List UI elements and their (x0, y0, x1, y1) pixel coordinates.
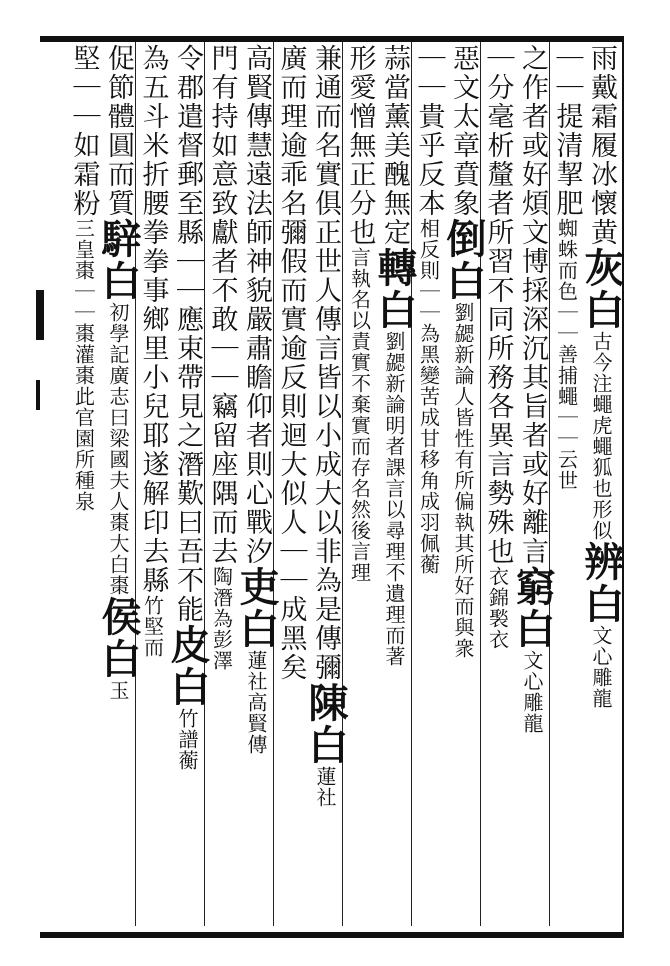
annotation-text: 言執名以責實不棄實而存名然後言理 (347, 247, 372, 583)
body-text: 促節體圓而質 (103, 44, 134, 218)
text-column (204, 44, 239, 920)
text-column (135, 44, 170, 920)
text-column (164, 44, 211, 920)
annotation-text: 文心雕龍 (520, 650, 544, 734)
annotation-text: 泉 (71, 491, 96, 512)
annotation-text: 蓮社 (313, 766, 337, 808)
column-rule (342, 42, 343, 926)
body-text: 為五斗米折腰拳拳事鄉里小兒耶遂解印去縣 (137, 44, 169, 595)
annotation-text: 玉 (106, 680, 130, 701)
body-text: 令郡遣督郵至縣｜｜應束帶見之潛歎曰吾不能 (172, 44, 203, 624)
annotation-text: 古今注蠅虎蠅狐也形似 (589, 331, 613, 541)
text-column (440, 44, 487, 920)
text-column (411, 44, 446, 920)
body-text: 惡文太章賁象 (448, 44, 479, 218)
column-rule (204, 42, 205, 926)
body-text: 兼通而名實俱正世人傳言皆以小成大以非為是傳彌 (310, 44, 341, 682)
column-rule (273, 42, 274, 926)
annotation-text: 相反則｜｜為黑變苦成甘移角成羽佩蘅 (416, 218, 441, 575)
annotation-text: 文心雕龍 (589, 625, 613, 709)
column-rule (135, 42, 136, 926)
column-rule (411, 42, 412, 926)
headword: 侯白 (95, 596, 142, 680)
headword: 辨白 (578, 541, 625, 625)
body-text: 門有持如意致獻者不敢｜｜竊留座隅而去 (206, 44, 238, 566)
annotation-text: 竹堅而 (140, 595, 165, 658)
headword: 皮白 (164, 624, 211, 708)
binding-edge-mark (36, 290, 44, 340)
headword: 倒白 (440, 218, 487, 302)
body-text: 蒜當薰美醜無定 (379, 44, 410, 247)
text-column (302, 44, 349, 920)
text-column (233, 44, 280, 920)
body-text: ｜｜貴乎反本 (413, 44, 445, 218)
body-text: 廣而理逾乖名彌假而實逾反則迴大似人｜｜成黑矣 (275, 44, 307, 682)
headword: 灰白 (578, 247, 625, 331)
body-text: 雨戴霜履冰懷黄 (586, 44, 617, 247)
annotation-text: 蜘蛛而色｜｜善捕蠅 (554, 218, 579, 407)
text-column (509, 44, 556, 920)
body-text: 堅｜｜如霜粉 (68, 44, 100, 218)
text-column (371, 44, 418, 920)
body-text: 形愛憎無正分也 (344, 44, 376, 247)
body-text: ｜分毫析釐者所習不同所務各異言勢殊也 (482, 44, 514, 566)
annotation-text: 初學記廣志曰梁國夫人棗大白棗 (106, 302, 130, 596)
text-column (480, 44, 515, 920)
text-column (66, 44, 101, 920)
annotation-text: ｜｜云世 (554, 407, 579, 491)
annotation-text: 陶潛為彭澤 (209, 566, 234, 671)
annotation-text: 劉勰新論人皆性有所偏執其所好而與衆 (451, 302, 475, 659)
column-rule (480, 42, 481, 926)
annotation-text: 蓮社高賢傳 (244, 650, 268, 755)
column-rule (549, 42, 550, 926)
text-column (273, 44, 308, 920)
headword: 吏白 (233, 566, 280, 650)
annotation-text: 劉勰新論明者課言以尋理不遺理而著 (382, 331, 406, 667)
body-text: ｜｜提清挈肥 (551, 44, 583, 218)
headword: 轉白 (371, 247, 418, 331)
text-column (95, 44, 142, 920)
binding-edge-mark (36, 380, 40, 410)
body-text: 之作者或好煩文博採深沉其旨者或好離言 (517, 44, 548, 566)
text-column (549, 44, 584, 920)
annotation-text: 衣錦褧衣 (485, 566, 510, 650)
annotation-text: 竹譜蘅 (175, 708, 199, 771)
annotation-text: 三皇棗｜｜棗灌棗此官園所種 (71, 218, 96, 491)
body-text: 高賢傳慧遠法師神貌嚴肅瞻仰者則心戰汐 (241, 44, 272, 566)
text-column (342, 44, 377, 920)
headword: 陳白 (302, 682, 349, 766)
headword: 騂白 (95, 218, 142, 302)
headword: 窮白 (509, 566, 556, 650)
text-column (578, 44, 625, 920)
